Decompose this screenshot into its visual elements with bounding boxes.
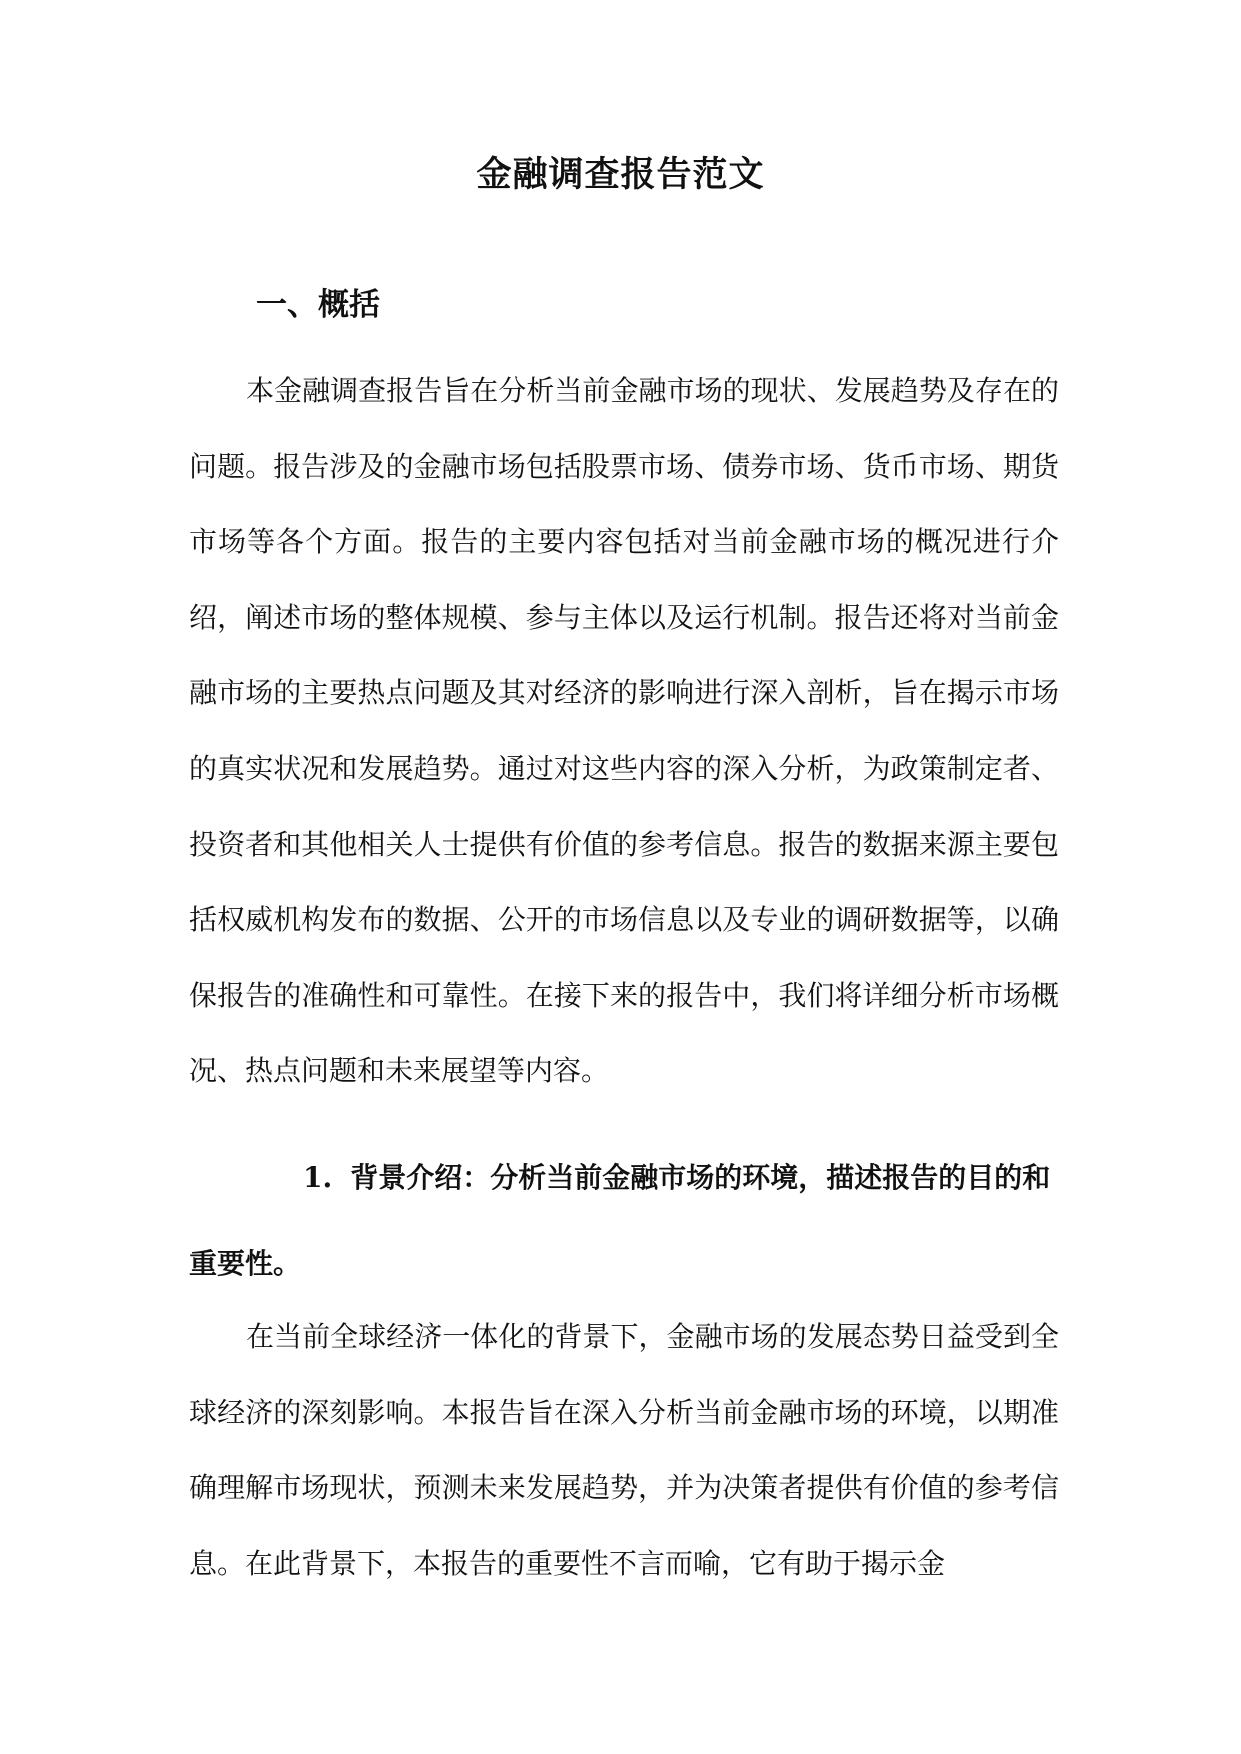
background-paragraph: 在当前全球经济一体化的背景下，金融市场的发展态势日益受到全球经济的深刻影响。本报告旨在深入分析当前金融市场的环境，以期准确理解市场现状，预测未来发展趋势，并为决策者提供有价值的参考信息。在此背景下，本报告的重要性不言而喻，它有助于揭示金 [189, 1320, 1059, 1580]
overview-paragraph: 本金融调查报告旨在分析当前金融市场的现状、发展趋势及存在的问题。报告涉及的金融市场包括股票市场、债券市场、货币市场、期货市场等各个方面。报告的主要内容包括对当前金融市场的概况进行介绍，阐述市场的整体规模、参与主体以及运行机制。报告还将对当前金融市场的主要热点问题及其对经济的影响进行深入剖析，旨在揭示市场的真实状况和发展趋势。通过对这些内容的深入分析，为政策制定者、投资者和其他相关人士提供有价值的参考信息。报告的数据来源主要包括权威机构发布的数据、公开的市场信息以及专业的调研数据等，以确保报告的准确性和可靠性。在接下来的报告中，我们将详细分析市场概况、热点问题和未来展望等内容。 [189, 374, 1059, 1088]
subsection-number: 1. [303, 1161, 333, 1194]
subsection-heading-background [189, 1135, 1059, 1307]
document-title: 金融调查报告范文 [476, 154, 765, 195]
section-heading-overview: 一、概括 [256, 287, 380, 323]
subsection-heading-text: 背景介绍：分析当前金融市场的环境，描述报告的目的和重要性。 [189, 1161, 1051, 1280]
